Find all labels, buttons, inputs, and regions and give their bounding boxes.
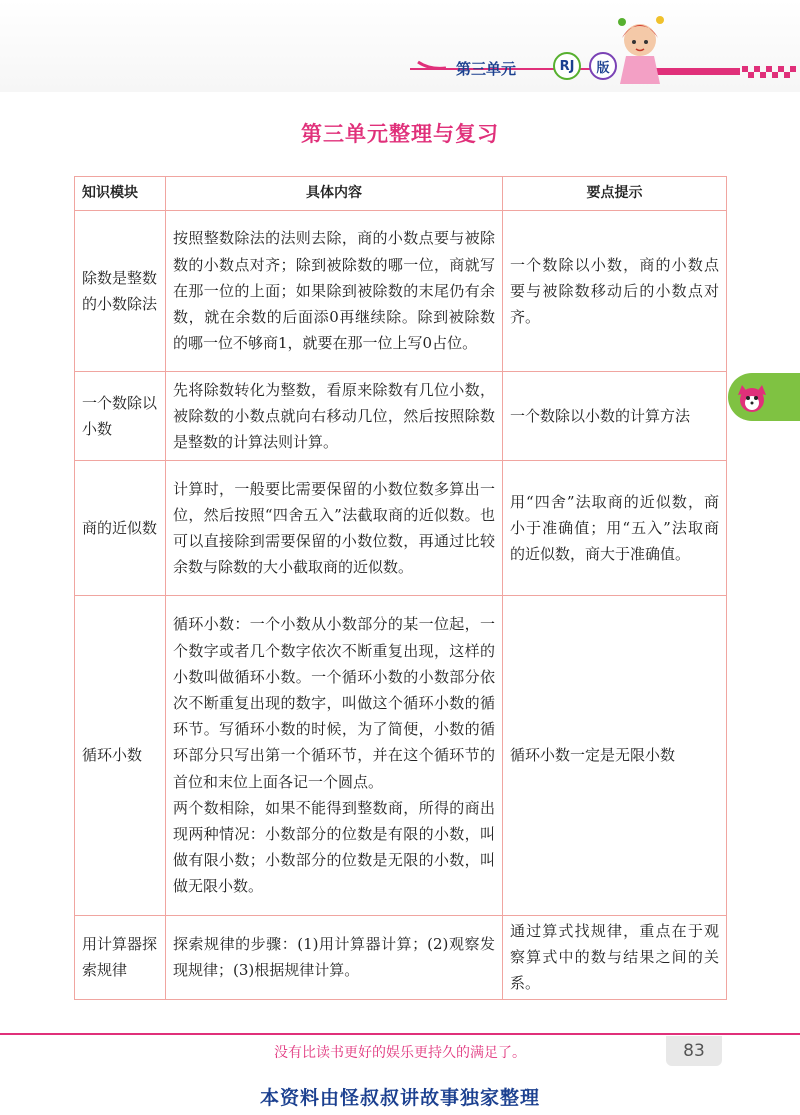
tip-cell: 用“四舍”法取商的近似数，商小于准确值；用“五入”法取商的近似数，商大于准确值。 <box>503 461 727 596</box>
tip-cell: 循环小数一定是无限小数 <box>503 596 727 916</box>
edition-badge-rj: RJ <box>553 52 581 80</box>
footer-divider <box>0 1033 800 1035</box>
column-header-tip: 要点提示 <box>503 177 727 211</box>
page-number: 83 <box>666 1036 722 1066</box>
unit-label: 第三单元 <box>456 60 517 78</box>
topic-cell: 商的近似数 <box>75 461 166 596</box>
content-cell <box>166 461 503 596</box>
tip-cell: 一个数除以小数的计算方法 <box>503 372 727 461</box>
content-paragraph: 计算时，一般要比需要保留的小数位数多算出一位，然后按照“四舍五入”法截取商的近似数。也可以直接除到需要保留的小数位数，再通过比较余数与除数的大小截取商的近似数。 <box>173 479 495 577</box>
header-decoration <box>0 0 800 92</box>
side-tab <box>728 373 800 421</box>
topic-cell: 一个数除以小数 <box>75 372 166 461</box>
credit-text: 本资料由怪叔叔讲故事独家整理 <box>259 1087 540 1109</box>
content-paragraph: 两个数相除，如果不能得到整数商，所得的商出现两种情况：小数部分的位数是有限的小数，叫做有限小数；小数部分的位数是无限的小数，叫做无限小数。 <box>173 798 495 896</box>
column-header-module: 知识模块 <box>75 177 166 211</box>
column-header-content: 具体内容 <box>166 177 503 211</box>
content-cell <box>166 211 503 372</box>
content-cell <box>166 596 503 916</box>
content-cell <box>166 372 503 461</box>
tip-cell: 一个数除以小数，商的小数点要与被除数移动后的小数点对齐。 <box>503 211 727 372</box>
content-paragraph: 探索规律的步骤：(1)用计算器计算；(2)观察发现规律；(3)根据规律计算。 <box>173 935 495 980</box>
topic-cell: 用计算器探索规律 <box>75 916 166 1000</box>
tip-cell: 通过算式找规律，重点在于观察算式中的数与结果之间的关系。 <box>503 916 727 1000</box>
content-cell <box>166 916 503 1000</box>
table-header-row <box>75 177 727 211</box>
review-table <box>74 176 727 1000</box>
topic-cell: 除数是整数的小数除法 <box>75 211 166 372</box>
table-row <box>75 916 727 1000</box>
table-row <box>75 596 727 916</box>
content-paragraph: 循环小数：一个小数从小数部分的某一位起，一个数字或者几个数字依次不断重复出现，这样的小数叫做循环小数。一个循环小数的小数部分依次不断重复出现的数字，叫做这个循环小数的循环节。写循环小数的时候，为了简便，小数的循环部分只写出第一个循环节，并在这个循环节的首位和末位上面各记一个圆点。 <box>173 615 495 791</box>
fox-mascot-icon <box>728 373 800 421</box>
topic-cell: 循环小数 <box>75 596 166 916</box>
table-row <box>75 211 727 372</box>
cartoon-girl-icon <box>618 16 664 84</box>
content-paragraph: 先将除数转化为整数，看原来除数有几位小数，被除数的小数点就向右移动几位，然后按照除数是整数的计算法则计算。 <box>173 380 495 452</box>
edition-badge-ban: 版 <box>589 52 617 80</box>
page-title: 第三单元整理与复习 <box>301 122 499 146</box>
table-row <box>75 372 727 461</box>
table-row <box>75 461 727 596</box>
content-paragraph: 按照整数除法的法则去除，商的小数点要与被除数的小数点对齐；除到被除数的哪一位，商就写在那一位的上面；如果除到被除数的末尾仍有余数，就在余数的后面添0再继续除。除到被除数的哪一位不够商1，就要在那一位上写0占位。 <box>173 229 495 353</box>
footer-quote: 没有比读书更好的娱乐更持久的满足了。 <box>274 1045 526 1061</box>
